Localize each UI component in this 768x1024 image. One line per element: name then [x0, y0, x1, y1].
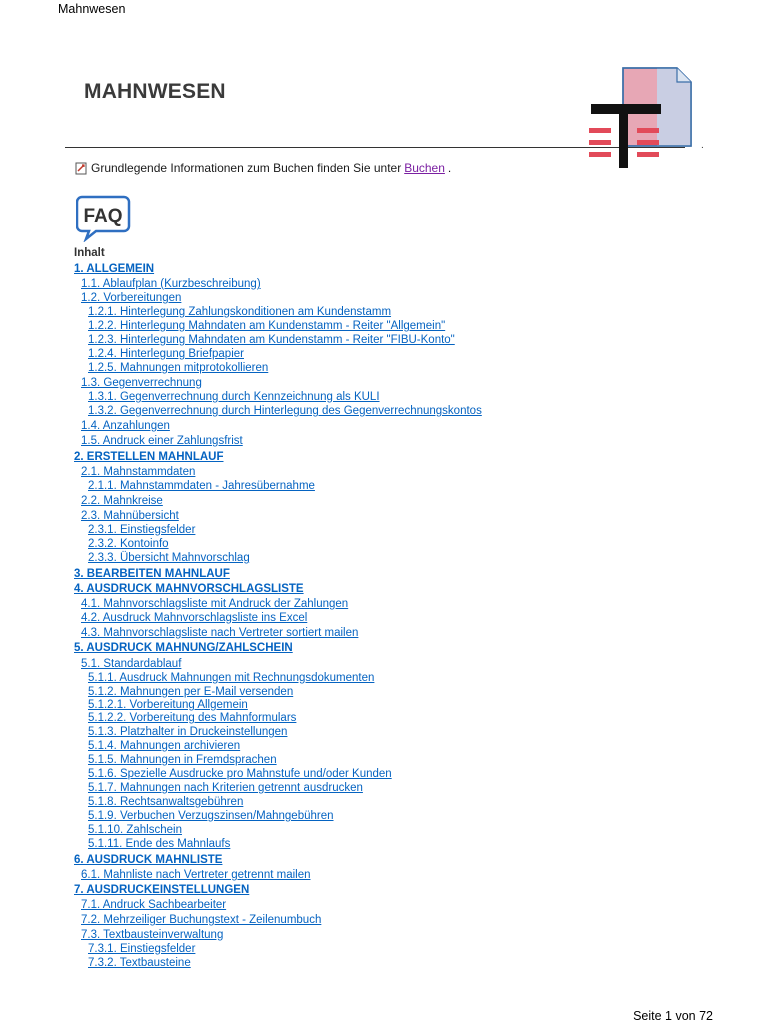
toc-entry[interactable]: 3. BEARBEITEN MAHNLAUF: [74, 568, 230, 580]
toc-entry[interactable]: 5.1.4. Mahnungen archivieren: [88, 740, 241, 752]
toc-entry[interactable]: 7.2. Mehrzeiliger Buchungstext - Zeilenumbuch: [81, 914, 322, 926]
toc-entry[interactable]: 1.2.3. Hinterlegung Mahndaten am Kundenstamm - Reiter "FIBU-Konto": [88, 334, 455, 346]
toc-entry[interactable]: 1.2.4. Hinterlegung Briefpapier: [88, 348, 244, 360]
faq-icon: [76, 194, 132, 242]
info-text: Grundlegende Informationen zum Buchen finden Sie unter: [91, 161, 402, 175]
toc-entry[interactable]: 5.1.6. Spezielle Ausdrucke pro Mahnstufe und/oder Kunden: [88, 768, 392, 780]
toc-entry[interactable]: 1.2.5. Mahnungen mitprotokollieren: [88, 362, 269, 374]
toc-entry[interactable]: 5.1.3. Platzhalter in Druckeinstellungen: [88, 726, 288, 738]
toc-entry[interactable]: 2.3.2. Kontoinfo: [88, 538, 169, 550]
toc-entry[interactable]: 1.3.2. Gegenverrechnung durch Hinterlegung des Gegenverrechnungskontos: [88, 405, 482, 417]
toc-heading: Inhalt: [74, 247, 105, 259]
toc-entry[interactable]: 1.2.2. Hinterlegung Mahndaten am Kundenstamm - Reiter "Allgemein": [88, 320, 446, 332]
faq-label: FAQ: [83, 206, 123, 227]
toc-entry[interactable]: 4. AUSDRUCK MAHNVORSCHLAGSLISTE: [74, 583, 304, 595]
toc-entry[interactable]: 1. ALLGEMEIN: [74, 263, 155, 275]
toc-entry[interactable]: 1.2.1. Hinterlegung Zahlungskonditionen am Kundenstamm: [88, 306, 392, 318]
toc-entry[interactable]: 5. AUSDRUCK MAHNUNG/ZAHLSCHEIN: [74, 642, 293, 654]
buchen-link[interactable]: Buchen: [404, 161, 445, 175]
toc-entry[interactable]: 7.3.2. Textbausteine: [88, 957, 191, 969]
toc-entry[interactable]: 5.1.8. Rechtsanwaltsgebühren: [88, 796, 244, 808]
toc-entry[interactable]: 4.2. Ausdruck Mahnvorschlagsliste ins Excel: [81, 612, 308, 624]
toc-entry[interactable]: 2.1. Mahnstammdaten: [81, 466, 196, 478]
toc-entry[interactable]: 1.1. Ablaufplan (Kurzbeschreibung): [81, 278, 261, 290]
rule-dot: .: [701, 140, 704, 151]
toc-entry[interactable]: 5.1.7. Mahnungen nach Kriterien getrennt ausdrucken: [88, 782, 363, 794]
toc-entry[interactable]: 2.3.3. Übersicht Mahnvorschlag: [88, 552, 250, 564]
toc-entry[interactable]: 1.4. Anzahlungen: [81, 420, 170, 432]
toc-entry[interactable]: 5.1.1. Ausdruck Mahnungen mit Rechnungsdokumenten: [88, 672, 375, 684]
toc-entry[interactable]: 5.1.10. Zahlschein: [88, 824, 182, 836]
toc-entry[interactable]: 1.3. Gegenverrechnung: [81, 377, 202, 389]
toc-entry[interactable]: 6.1. Mahnliste nach Vertreter getrennt mailen: [81, 869, 311, 881]
page-number: Seite 1 von 72: [633, 1009, 713, 1023]
toc-entry[interactable]: 6. AUSDRUCK MAHNLISTE: [74, 854, 223, 866]
running-header: Mahnwesen: [58, 2, 126, 16]
toc-entry[interactable]: 5.1.11. Ende des Mahnlaufs: [88, 838, 231, 850]
toc-entry[interactable]: 1.2. Vorbereitungen: [81, 292, 182, 304]
toc-entry[interactable]: 5.1.5. Mahnungen in Fremdsprachen: [88, 754, 277, 766]
toc-entry[interactable]: 7.3.1. Einstiegsfelder: [88, 943, 196, 955]
toc-entry[interactable]: 5.1.9. Verbuchen Verzugszinsen/Mahngebühren: [88, 810, 334, 822]
toc-entry[interactable]: 7.3. Textbausteinverwaltung: [81, 929, 224, 941]
toc-entry[interactable]: 2.3.1. Einstiegsfelder: [88, 524, 196, 536]
toc-entry[interactable]: 5.1. Standardablauf: [81, 658, 182, 670]
document-logo-icon: [585, 64, 695, 172]
toc-entry[interactable]: 2. ERSTELLEN MAHNLAUF: [74, 451, 224, 463]
toc-entry[interactable]: 5.1.2. Mahnungen per E-Mail versenden: [88, 686, 294, 698]
toc-entry[interactable]: 5.1.2.1. Vorbereitung Allgemein: [88, 699, 248, 711]
toc-entry[interactable]: 4.1. Mahnvorschlagsliste mit Andruck der Zahlungen: [81, 598, 349, 610]
toc-entry[interactable]: 2.1.1. Mahnstammdaten - Jahresübernahme: [88, 480, 315, 492]
toc-entry[interactable]: 5.1.2.2. Vorbereitung des Mahnformulars: [88, 712, 297, 724]
toc-entry[interactable]: 2.3. Mahnübersicht: [81, 510, 179, 522]
page-title: MAHNWESEN: [84, 80, 226, 103]
toc-entry[interactable]: 1.5. Andruck einer Zahlungsfrist: [81, 435, 243, 447]
toc-entry[interactable]: 1.3.1. Gegenverrechnung durch Kennzeichnung als KULI: [88, 391, 380, 403]
toc-entry[interactable]: 7. AUSDRUCKEINSTELLUNGEN: [74, 884, 250, 896]
toc-entry[interactable]: 2.2. Mahnkreise: [81, 495, 163, 507]
toc-entry[interactable]: 4.3. Mahnvorschlagsliste nach Vertreter sortiert mailen: [81, 627, 359, 639]
note-icon: [75, 162, 88, 175]
info-period: .: [447, 161, 452, 175]
faq-badge[interactable]: [76, 194, 132, 242]
info-line: [75, 161, 451, 175]
toc-entry[interactable]: 7.1. Andruck Sachbearbeiter: [81, 899, 227, 911]
